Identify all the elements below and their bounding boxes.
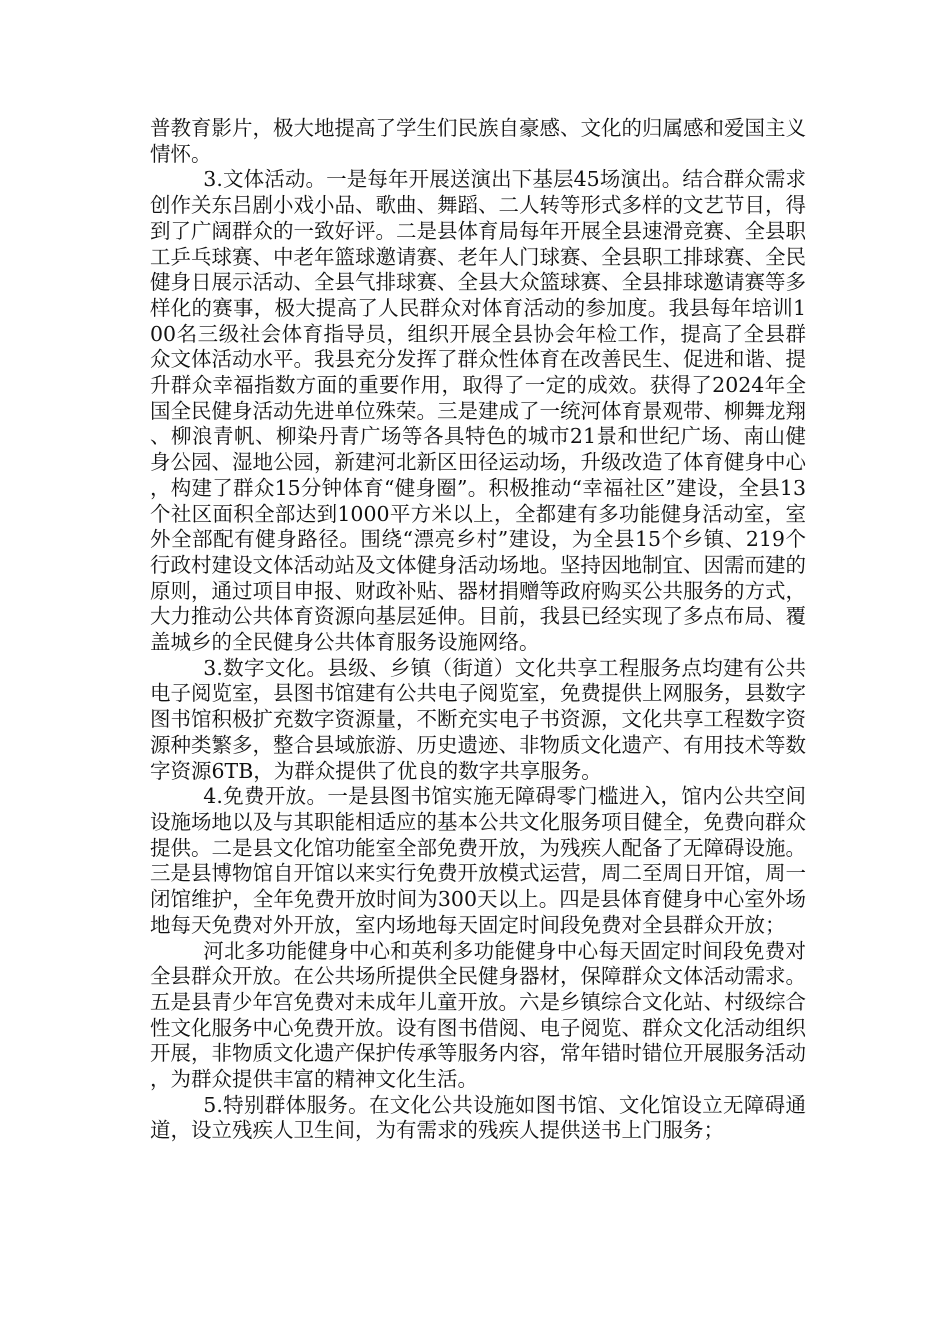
paragraph-fitness-centers: 河北多功能健身中心和英利多功能健身中心每天固定时间段免费对全县群众开放。在公共场所提供全民健身器材，保障群众文体活动需求。五是县青少年宫免费对未成年儿童开放。六是乡镇综合文化站、村级综合性文化服务中心免费开放。设有图书借阅、电子阅览、群众文化活动组织开展，非物质文化遗产保护传承等服务内容，常年错时错位开展服务活动，为群众提供丰富的精神文化生活。 xyxy=(150,938,806,1092)
paragraph-cultural-sports-activities: 3.文体活动。一是每年开展送演出下基层45场演出。结合群众需求创作关东吕剧小戏小品、歌曲、舞蹈、二人转等形式多样的文艺节目，得到了广阔群众的一致好评。二是县体育局每年开展全县速滑竞赛、全县职工乒乓球赛、中老年篮球邀请赛、老年人门球赛、全县职工排球赛、全民健身日展示活动、全县气排球赛、全县大众篮球赛、全县排球邀请赛等多样化的赛事，极大提高了人民群众对体育活动的参加度。我县每年培训100名三级社会体育指导员，组织开展全县协会年检工作，提高了全县群众文体活动水平。我县充分发挥了群众性体育在改善民生、促进和谐、提升群众幸福指数方面的重要作用，取得了一定的成效。获得了2024年全国全民健身活动先进单位殊荣。三是建成了一统河体育景观带、柳舞龙翔、柳浪青帆、柳染丹青广场等各具特色的城市21景和世纪广场、南山健身公园、湿地公园，新建河北新区田径运动场，升级改造了体育健身中心，构建了群众15分钟体育“健身圈”。积极推动“幸福社区”建设，全县13个社区面积全部达到1000平方米以上，全都建有多功能健身活动室，室外全部配有健身路径。围绕“漂亮乡村”建设，为全县15个乡镇、219个行政村建设文体活动站及文体健身活动场地。坚持因地制宜、因需而建的原则，通过项目申报、财政补贴、器材捐赠等政府购买公共服务的方式，大力推动公共体育资源向基层延伸。目前，我县已经实现了多点布局、覆盖城乡的全民健身公共体育服务设施网络。 xyxy=(150,167,806,655)
paragraph-continuation: 普教育影片，极大地提高了学生们民族自豪感、文化的归属感和爱国主义情怀。 xyxy=(150,116,806,166)
paragraph-digital-culture: 3.数字文化。县级、乡镇（街道）文化共享工程服务点均建有公共电子阅览室，县图书馆建有公共电子阅览室，免费提供上网服务，县数字图书馆积极扩充数字资源量，不断充实电子书资源，文化共享工程数字资源种类繁多，整合县域旅游、历史遗迹、非物质文化遗产、有用技术等数字资源6TB，为群众提供了优良的数字共享服务。 xyxy=(150,655,806,783)
document-body xyxy=(150,116,806,1144)
paragraph-free-opening: 4.免费开放。一是县图书馆实施无障碍零门槛进入，馆内公共空间设施场地以及与其职能相适应的基本公共文化服务项目健全，免费向群众提供。二是县文化馆功能室全部免费开放，为残疾人配备了无障碍设施。三是县博物馆自开馆以来实行免费开放模式运营，周二至周日开馆，周一闭馆维护，全年免费开放时间为300天以上。四是县体育健身中心室外场地每天免费对外开放，室内场地每天固定时间段免费对全县群众开放； xyxy=(150,784,806,937)
paragraph-special-groups: 5.特别群体服务。在文化公共设施如图书馆、文化馆设立无障碍通道，设立残疾人卫生间，为有需求的残疾人提供送书上门服务； xyxy=(150,1092,806,1143)
